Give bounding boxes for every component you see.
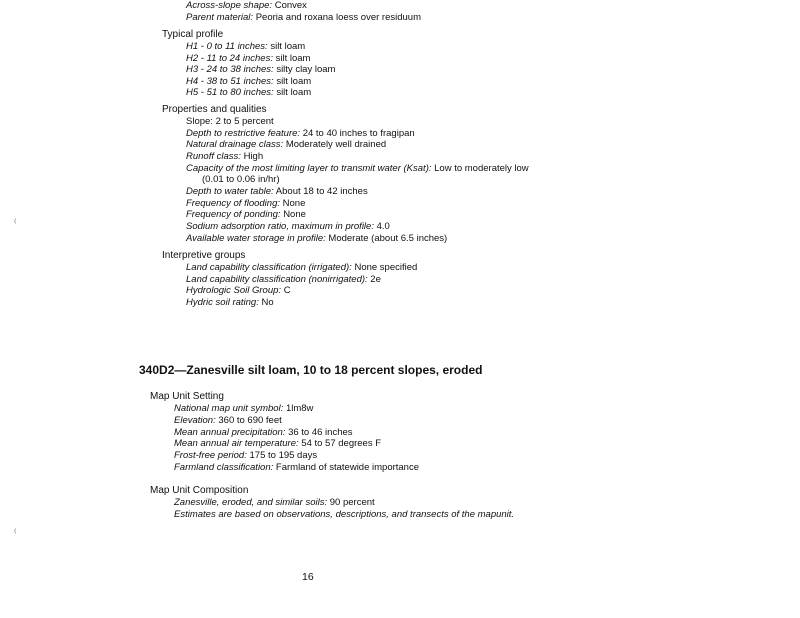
composition-label: Estimates are based on observations, descriptions, and transects of the mapunit. (174, 509, 515, 520)
interpretive-label: Land capability classification (nonirrigated): (186, 274, 368, 285)
profile-label: H4 - 38 to 51 inches: (186, 76, 274, 87)
property-label: Frequency of ponding: (186, 209, 281, 220)
profile-label: H2 - 11 to 24 inches: (186, 53, 273, 64)
profile-value: silt loam (276, 76, 312, 87)
setting-label: Parent material: (186, 12, 254, 23)
property-value: None (283, 209, 306, 220)
interpretive-line (186, 285, 291, 296)
profile-line (186, 87, 311, 98)
interpretive-line (186, 274, 381, 285)
property-label: Depth to water table: (186, 186, 274, 197)
property-line (186, 186, 368, 197)
property-value: High (243, 151, 264, 162)
property-label: Available water storage in profile: (186, 233, 326, 244)
interpretive-value: 2e (370, 274, 381, 285)
property-value: 2 to 5 percent (215, 116, 274, 127)
profile-value: silt loam (276, 87, 312, 98)
setting-line (174, 403, 313, 414)
setting-label: Mean annual precipitation: (174, 427, 286, 438)
property-label: Sodium adsorption ratio, maximum in profile: (186, 221, 374, 232)
map-unit-setting-heading: Map Unit Setting (150, 391, 224, 402)
property-value: (0.01 to 0.06 in/hr) (202, 174, 280, 185)
property-value: Moderately well drained (285, 139, 387, 150)
property-line (186, 151, 263, 162)
profile-line (186, 53, 310, 64)
setting-line (174, 427, 353, 438)
interpretive-heading: Interpretive groups (162, 250, 246, 261)
profile-label: H1 - 0 to 11 inches: (186, 41, 268, 52)
interpretive-line (186, 297, 274, 308)
typical-profile-heading: Typical profile (162, 29, 224, 40)
interpretive-label: Land capability classification (irrigated): (186, 262, 352, 273)
map-unit-title: 340D2—Zanesville silt loam, 10 to 18 percent slopes, eroded (139, 363, 483, 377)
profile-value: silt loam (270, 41, 306, 52)
setting-label: National map unit symbol: (174, 403, 284, 414)
property-line (186, 233, 447, 244)
setting-line-parent-material (186, 12, 421, 23)
properties-heading: Properties and qualities (162, 104, 267, 115)
interpretive-value: No (261, 297, 274, 308)
property-value: Low to moderately low (434, 163, 529, 174)
property-label: Frequency of flooding: (186, 198, 281, 209)
profile-value: silt loam (275, 53, 311, 64)
property-line (186, 116, 274, 127)
interpretive-label: Hydric soil rating: (186, 297, 259, 308)
setting-value: Farmland of statewide importance (275, 462, 419, 473)
setting-label: Frost-free period: (174, 450, 247, 461)
property-value: 4.0 (376, 221, 390, 232)
property-line-continuation (202, 174, 280, 185)
setting-line (174, 438, 381, 449)
property-value: 24 to 40 inches to fragipan (302, 128, 415, 139)
setting-label: Elevation: (174, 415, 216, 426)
property-label: Depth to restrictive feature: (186, 128, 301, 139)
profile-line (186, 41, 305, 52)
setting-value: 360 to 690 feet (218, 415, 282, 426)
profile-label: H5 - 51 to 80 inches: (186, 87, 274, 98)
composition-value: 90 percent (329, 497, 375, 508)
property-line (186, 198, 305, 209)
property-line (186, 139, 386, 150)
profile-line (186, 76, 311, 87)
setting-label: Farmland classification: (174, 462, 274, 473)
composition-note (174, 509, 514, 520)
composition-label: Zanesville, eroded, and similar soils: (174, 497, 328, 508)
scan-mark: ⁽ (14, 528, 17, 539)
profile-line (186, 64, 335, 75)
setting-value: 36 to 46 inches (288, 427, 353, 438)
composition-line (174, 497, 375, 508)
setting-value: 175 to 195 days (249, 450, 318, 461)
property-line (186, 209, 306, 220)
interpretive-line (186, 262, 417, 273)
setting-line (174, 450, 317, 461)
profile-label: H3 - 24 to 38 inches: (186, 64, 274, 75)
setting-value: Peoria and roxana loess over residuum (255, 12, 421, 23)
setting-label: Mean annual air temperature: (174, 438, 299, 449)
property-value: About 18 to 42 inches (275, 186, 368, 197)
interpretive-value: C (283, 285, 291, 296)
setting-value: Convex (274, 0, 307, 11)
property-label: Natural drainage class: (186, 139, 284, 150)
setting-line-across-slope (186, 0, 307, 11)
interpretive-label: Hydrologic Soil Group: (186, 285, 282, 296)
scan-mark: ⁽ (14, 218, 17, 229)
setting-value: 1lm8w (285, 403, 314, 414)
property-value: None (282, 198, 306, 209)
property-label: Slope: (186, 116, 213, 127)
property-line (186, 163, 529, 174)
interpretive-value: None specified (354, 262, 418, 273)
property-line (186, 128, 415, 139)
property-label: Runoff class: (186, 151, 241, 162)
setting-value: 54 to 57 degrees F (301, 438, 382, 449)
property-line (186, 221, 390, 232)
map-unit-composition-heading: Map Unit Composition (150, 485, 249, 496)
page-number: 16 (302, 571, 314, 583)
profile-value: silty clay loam (276, 64, 336, 75)
property-label: Capacity of the most limiting layer to transmit water (Ksat): (186, 163, 432, 174)
property-value: Moderate (about 6.5 inches) (328, 233, 448, 244)
setting-label: Across-slope shape: (186, 0, 273, 11)
setting-line (174, 415, 282, 426)
setting-line (174, 462, 419, 473)
